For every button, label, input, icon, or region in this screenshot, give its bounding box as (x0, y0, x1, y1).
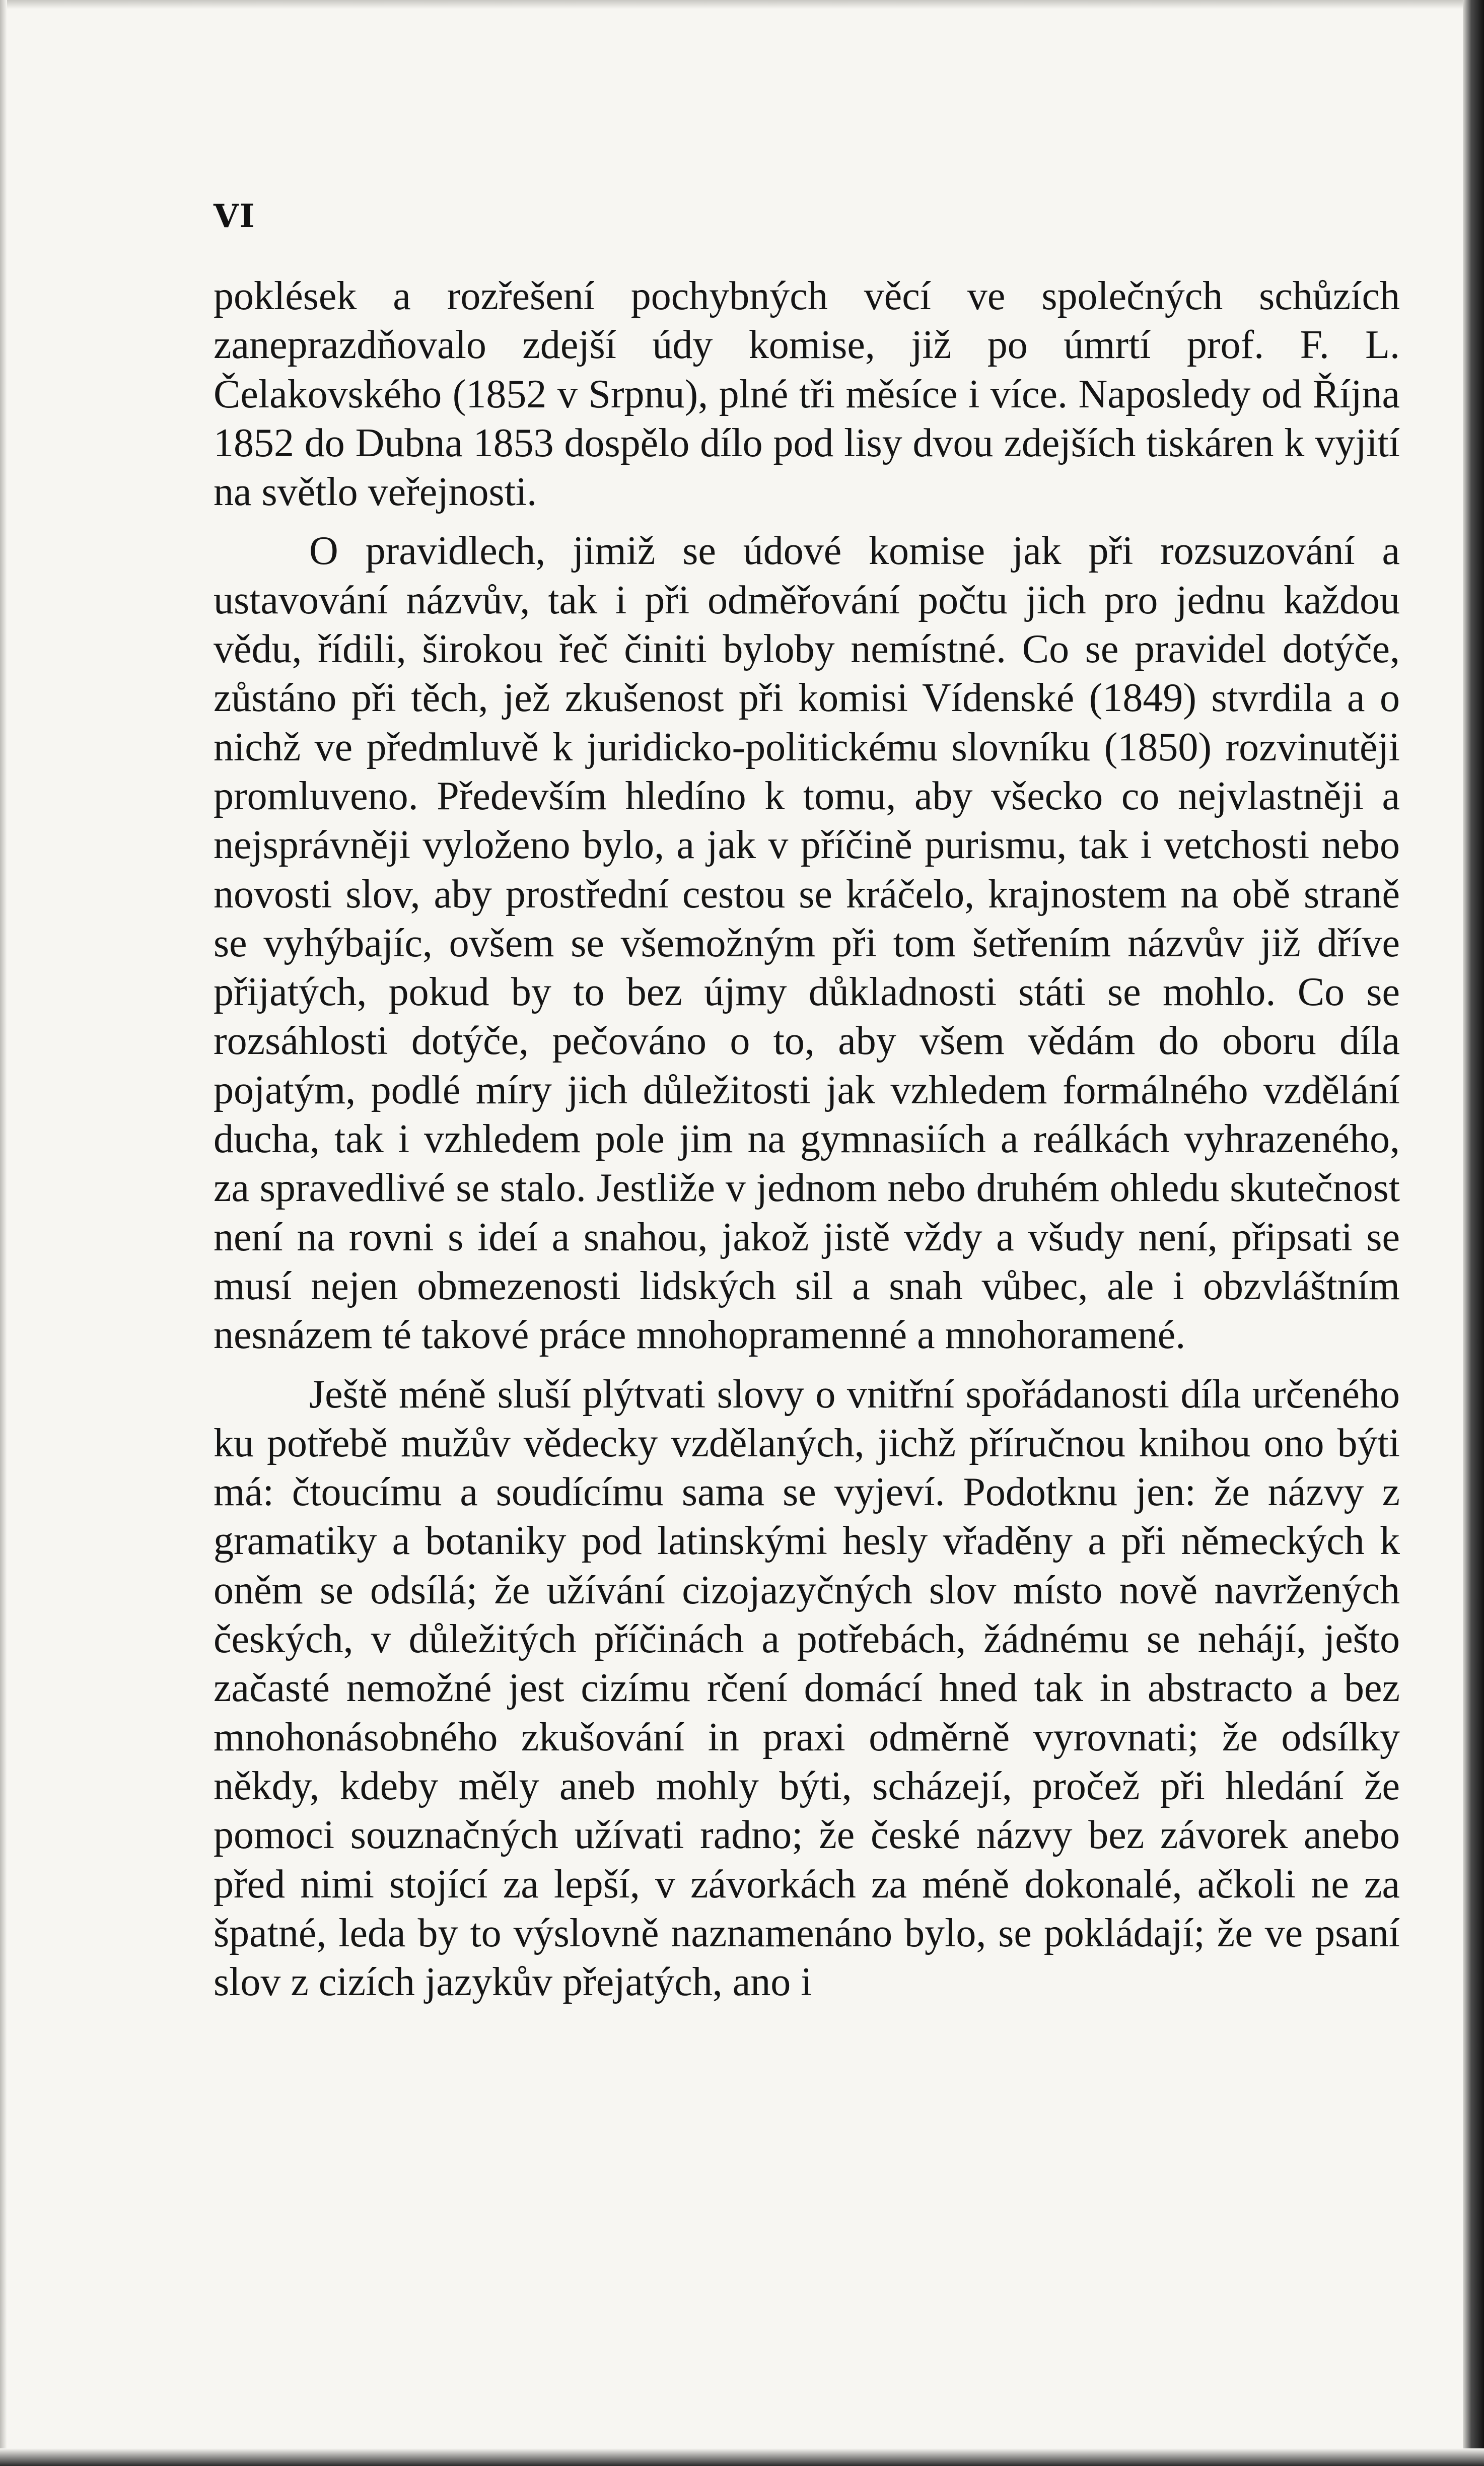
page-number: VI (214, 197, 256, 235)
page-left-edge (0, 0, 7, 2457)
paragraph-2: O pravidlech, jimiž se údové komise jak při rozsuzování a ustavování názvův, tak i při odměřování počtu jich pro jednu každou vědu, řídili, širokou řeč činiti byloby nemístné. Co se pravidel dotýče, zůstáno při těch, jež zkušenost při komisi Vídenské (1849) stvrdila a o nichž ve předmluvě k juridicko-politickému slovníku (1850) rozvinutěji promluveno. Především hledíno k tomu, aby všecko co nejvlastněji a nejsprávněji vyloženo bylo, a jak v příčině purismu, tak i vetchosti nebo novosti slov, aby prostřední cestou se kráčelo, krajnostem na obě straně se vyhýbajíc, ovšem se všemožným při tom šetřením názvův již dříve přijatých, pokud by to bez újmy důkladnosti státi se mohlo. Co se rozsáhlosti dotýče, pečováno o to, aby všem vědám do oboru díla pojatým, podlé míry jich důležitosti jak vzhledem formálného vzdělání ducha, tak i vzhledem pole jim na gymnasiích a reálkách vyhrazeného, za spravedlivé se stalo. Jestliže v jednom nebo druhém ohledu skutečnost není na rovni s ideí a snahou, jakož jistě vždy a všudy není, připsati se musí nejen obmezenosti lidských sil a snah vůbec, ale i obzvláštním nesnázem té takové práce mnohopramenné a mnohoramené. (214, 529, 1400, 1358)
page-bottom-edge (0, 2448, 1484, 2466)
body-text (214, 272, 1400, 2007)
page-top-edge (0, 0, 1470, 9)
paragraph-1: poklések a rozřešení pochybných věcí ve společných schůzích zaneprazdňovalo zdejší údy komise, již po úmrtí prof. F. L. Čelakovského (1852 v Srpnu), plné tři měsíce i více. Naposledy od Října 1852 do Dubna 1853 dospělo dílo pod lisy dvou zdejších tiskáren k vyjití na světlo veřejnosti. (214, 274, 1400, 515)
book-spine-shadow (1463, 0, 1484, 2466)
paragraph-3: Ještě méně sluší plýtvati slovy o vnitřní spořádanosti díla určeného ku potřebě mužův vědecky vzdělaných, jichž příručnou knihou ono býti má: čtoucímu a soudícímu sama se vyjeví. Podotknu jen: že názvy z gramatiky a botaniky pod latinskými hesly vřaděny a při německých k oněm se odsílá; že užívání cizojazyčných slov místo nově navržených českých, v důležitých příčinách a potřebách, žádnému se nehájí, ješto začasté nemožné jest cizímu rčení domácí hned tak in abstracto a bez mnohonásobného zkušování in praxi odměrně vyrovnati; že odsílky někdy, kdeby měly aneb mohly býti, scházejí, pročež při hledání že pomoci souznačných užívati radno; že české názvy bez závorek anebo před nimi stojící za lepší, v závorkách za méně dokonalé, ačkoli ne za špatné, leda by to výslovně naznamenáno bylo, se pokládají; že ve psaní slov z cizích jazykův přejatých, ano i (214, 1372, 1400, 2005)
